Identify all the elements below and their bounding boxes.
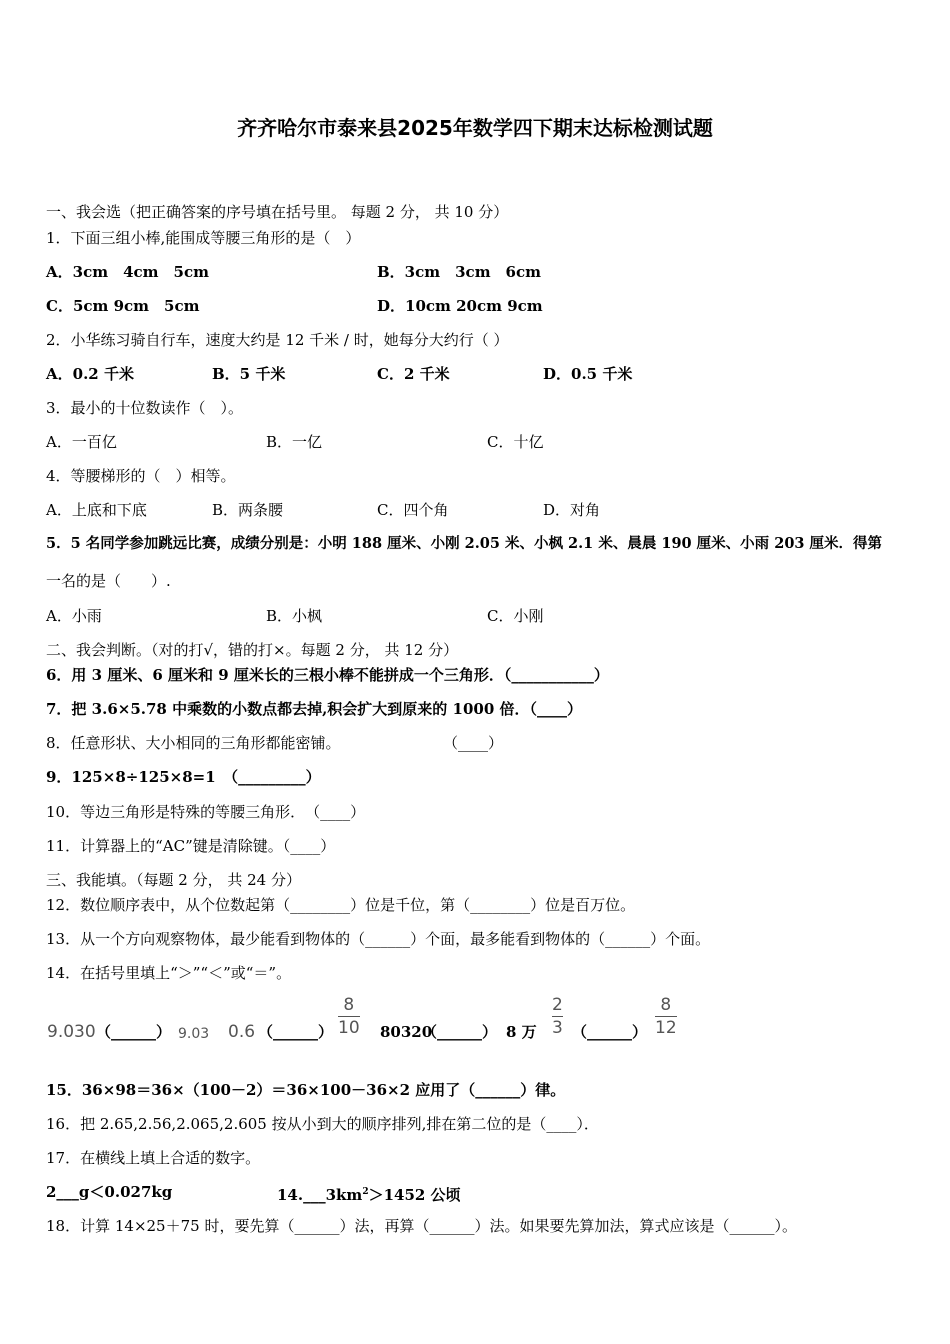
q1-option-d: D．10cm 20cm 9cm: [377, 297, 543, 315]
q4-option-c: C．四个角: [377, 501, 449, 519]
section-1-heading: 一、我会选（把正确答案的序号填在括号里。 每题 2 分， 共 10 分）: [46, 203, 509, 221]
q3-option-b: B．一亿: [266, 433, 323, 451]
question-9: 9．125×8÷125×8=1 （_________）: [46, 768, 321, 786]
fraction-bar: [655, 1016, 677, 1017]
question-5-continued: 一名的是（ ）.: [46, 572, 171, 590]
question-13: 13．从一个方向观察物体，最少能看到物体的（______）个面，最多能看到物体的（______）个面。: [46, 930, 711, 948]
q1-option-c: C．5cm 9cm 5cm: [46, 297, 200, 315]
q5-option-c: C．小刚: [487, 607, 544, 625]
q17-a: 2___g＜0.027kg: [46, 1183, 173, 1201]
question-18: 18．计算 14×25＋75 时，要先算（______）法，再算（______）法。如果要先算加法，算式应该是（______）。: [46, 1217, 797, 1235]
q5-option-a: A．小雨: [46, 607, 102, 625]
q3-option-c: C．十亿: [487, 433, 544, 451]
q14-d-fraction-2: [655, 995, 677, 1038]
section-3-heading: 三、我能填。（每题 2 分， 共 24 分）: [46, 871, 301, 889]
q17-b-post: ＞1452 公顷: [368, 1186, 461, 1204]
q14-b-left: 0.6: [228, 1022, 256, 1042]
question-6: 6．用 3 厘米、6 厘米和 9 厘米长的三根小棒不能拼成一个三角形．（___________）: [46, 666, 609, 684]
q14-b-denominator: 10: [338, 1018, 360, 1038]
q4-option-b: B．两条腰: [212, 501, 284, 519]
q1-option-b: B．3cm 3cm 6cm: [377, 263, 542, 281]
section-2-heading: 二、我会判断。（对的打√，错的打×。每题 2 分， 共 12 分）: [46, 641, 459, 659]
q14-c-left: 80320: [380, 1023, 433, 1041]
q14-b-blank: （______）: [258, 1023, 334, 1041]
q14-a-left: 9.030: [47, 1022, 96, 1042]
q17-b: [277, 1182, 461, 1205]
q14-c-right: 8 万: [506, 1023, 537, 1041]
q17-b-sup: 2: [362, 1187, 369, 1197]
question-16: 16．把 2.65,2.56,2.065,2.605 按从小到大的顺序排列,排在第二位的是（____）．: [46, 1115, 599, 1133]
q8-answer-blank: （____）: [443, 734, 504, 752]
q2-option-a: A．0.2 千米: [46, 365, 134, 383]
q2-option-c: C．2 千米: [377, 365, 450, 383]
q14-d-denominator-2: 12: [655, 1018, 677, 1038]
question-11: 11．计算器上的“AC”键是清除键。（____）: [46, 837, 336, 855]
q14-d-blank: （______）: [572, 1023, 648, 1041]
q5-option-b: B．小枫: [266, 607, 323, 625]
question-7: 7．把 3.6×5.78 中乘数的小数点都去掉,积会扩大到原来的 1000 倍．（____）: [46, 700, 582, 718]
question-12: 12．数位顺序表中，从个位数起第（________）位是千位，第（________）位是百万位。: [46, 896, 636, 914]
q14-d-fraction: [552, 995, 563, 1038]
question-17: 17．在横线上填上合适的数字。: [46, 1149, 261, 1167]
fraction-bar: [338, 1016, 360, 1017]
q14-b-numerator: 8: [343, 995, 355, 1015]
question-2: 2．小华练习骑自行车，速度大约是 12 千米 / 时，她每分大约行（ ）: [46, 331, 509, 349]
q2-option-d: D．0.5 千米: [543, 365, 633, 383]
fraction-bar: [552, 1016, 563, 1017]
question-1: 1．下面三组小棒,能围成等腰三角形的是（ ）: [46, 229, 361, 247]
q4-option-a: A．上底和下底: [46, 501, 147, 519]
page-title: 齐齐哈尔市泰来县2025年数学四下期末达标检测试题: [237, 116, 713, 140]
question-4: 4．等腰梯形的（ ）相等。: [46, 467, 236, 485]
q14-b-fraction: [338, 995, 360, 1038]
q14-d-numerator-2: 8: [660, 995, 672, 1015]
question-10: 10．等边三角形是特殊的等腰三角形． （____）: [46, 803, 366, 821]
q1-option-a: A．3cm 4cm 5cm: [46, 263, 209, 281]
question-8: 8．任意形状、大小相同的三角形都能密铺。: [46, 734, 341, 752]
q14-d-denominator: 3: [552, 1018, 563, 1038]
question-5: 5．5 名同学参加跳远比赛，成绩分别是：小明 188 厘米、小刚 2.05 米、小枫 2.1 米、晨晨 190 厘米、小雨 203 厘米．得第: [46, 535, 883, 552]
q2-option-b: B．5 千米: [212, 365, 286, 383]
question-3: 3．最小的十位数读作（ ）。: [46, 399, 244, 417]
q14-a-right: 9.03: [178, 1026, 210, 1042]
q3-option-a: A．一百亿: [46, 433, 117, 451]
q4-option-d: D．对角: [543, 501, 601, 519]
q14-c-blank: （______）: [422, 1023, 498, 1041]
question-15: 15．36×98＝36×（100－2）＝36×100－36×2 应用了（______）律。: [46, 1081, 566, 1099]
q17-b-pre: 14.___3km: [277, 1186, 363, 1204]
question-14: 14．在括号里填上“＞”“＜”或“＝”。: [46, 964, 292, 982]
q14-a-blank: （______）: [96, 1023, 172, 1041]
q14-d-numerator: 2: [552, 995, 563, 1015]
